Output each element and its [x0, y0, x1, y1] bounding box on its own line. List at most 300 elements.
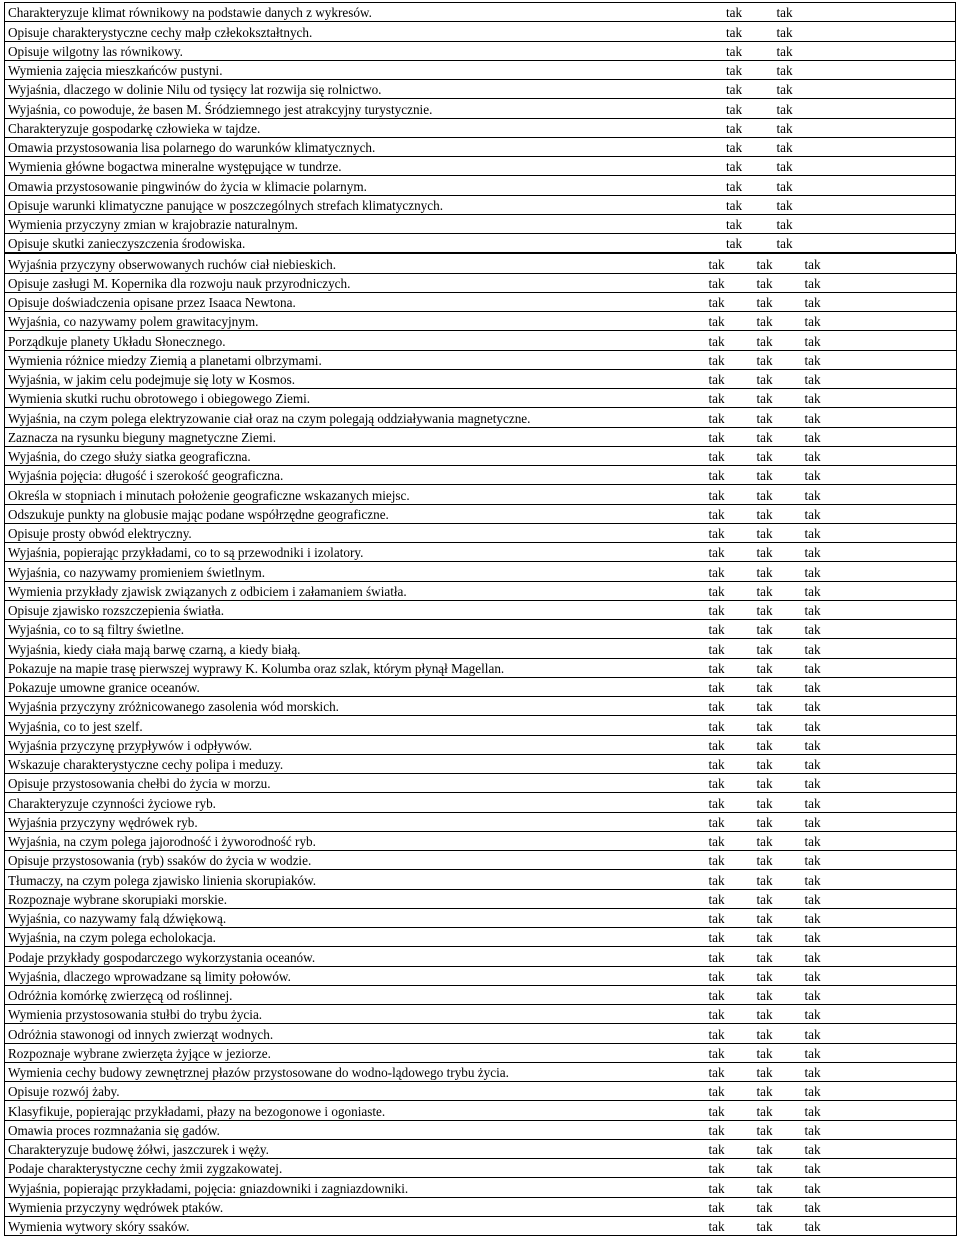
criterion-text: Charakteryzuje budowę żółwi, jaszczurek i węży. [5, 1139, 706, 1158]
mark-cell: tak [754, 1178, 802, 1197]
mark-cell: tak [802, 350, 850, 369]
mark-cell: tak [706, 1120, 754, 1139]
mark-cell: tak [754, 928, 802, 947]
criterion-text: Rozpoznaje wybrane skorupiaki morskie. [5, 889, 706, 908]
criterion-text: Wyjaśnia, na czym polega echolokacja. [5, 928, 706, 947]
mark-cell: tak [802, 1005, 850, 1024]
mark-cell: tak [723, 41, 773, 60]
table-row [5, 22, 956, 41]
mark-cell: tak [706, 1082, 754, 1101]
table-row [5, 254, 957, 273]
empty-cell [850, 466, 957, 485]
empty-cell [824, 60, 956, 79]
mark-cell: tak [754, 292, 802, 311]
table-row [5, 273, 957, 292]
table-row [5, 716, 957, 735]
mark-cell: tak [754, 369, 802, 388]
mark-cell: tak [802, 851, 850, 870]
criterion-text: Charakteryzuje czynności życiowe ryb. [5, 793, 706, 812]
empty-cell [850, 831, 957, 850]
mark-cell: tak [802, 754, 850, 773]
table-row [5, 543, 957, 562]
empty-cell [850, 1101, 957, 1120]
table-row [5, 966, 957, 985]
mark-cell: tak [723, 137, 773, 156]
mark-cell: tak [754, 408, 802, 427]
empty-cell [850, 851, 957, 870]
empty-cell [850, 523, 957, 542]
criterion-text: Wyjaśnia, co nazywamy polem grawitacyjnym. [5, 312, 706, 331]
mark-cell: tak [773, 41, 823, 60]
empty-cell [850, 870, 957, 889]
mark-cell: tak [706, 620, 754, 639]
table-row [5, 369, 957, 388]
table-row [5, 697, 957, 716]
mark-cell: tak [706, 754, 754, 773]
empty-cell [850, 716, 957, 735]
table-row [5, 350, 957, 369]
empty-cell [850, 254, 957, 273]
mark-cell: tak [802, 793, 850, 812]
mark-cell: tak [802, 1062, 850, 1081]
criterion-text: Podaje przykłady gospodarczego wykorzystania oceanów. [5, 947, 706, 966]
mark-cell: tak [706, 446, 754, 465]
mark-cell: tak [754, 523, 802, 542]
mark-cell: tak [754, 600, 802, 619]
table-row [5, 408, 957, 427]
empty-cell [850, 504, 957, 523]
criterion-text: Porządkuje planety Układu Słonecznego. [5, 331, 706, 350]
empty-cell [824, 157, 956, 176]
empty-cell [850, 620, 957, 639]
mark-cell: tak [802, 562, 850, 581]
mark-cell: tak [706, 985, 754, 1004]
empty-cell [850, 985, 957, 1004]
mark-cell: tak [773, 195, 823, 214]
mark-cell: tak [773, 176, 823, 195]
table-row [5, 562, 957, 581]
mark-cell: tak [723, 80, 773, 99]
mark-cell: tak [706, 831, 754, 850]
table-row [5, 1043, 957, 1062]
empty-cell [824, 176, 956, 195]
mark-cell: tak [706, 1005, 754, 1024]
mark-cell: tak [802, 369, 850, 388]
mark-cell: tak [802, 581, 850, 600]
criterion-text: Wyjaśnia, kiedy ciała mają barwę czarną, a kiedy białą. [5, 639, 706, 658]
criterion-text: Odróżnia komórkę zwierzęcą od roślinnej. [5, 985, 706, 1004]
mark-cell: tak [706, 331, 754, 350]
mark-cell: tak [802, 716, 850, 735]
mark-cell: tak [754, 985, 802, 1004]
mark-cell: tak [706, 677, 754, 696]
table-row [5, 870, 957, 889]
table-row [5, 908, 957, 927]
mark-cell: tak [802, 543, 850, 562]
empty-cell [824, 22, 956, 41]
mark-cell: tak [802, 774, 850, 793]
mark-cell: tak [754, 793, 802, 812]
mark-cell: tak [802, 966, 850, 985]
empty-cell [850, 697, 957, 716]
mark-cell: tak [706, 947, 754, 966]
table-row [5, 195, 956, 214]
table-row [5, 80, 956, 99]
mark-cell: tak [706, 543, 754, 562]
mark-cell: tak [754, 254, 802, 273]
mark-cell: tak [754, 1005, 802, 1024]
criterion-text: Zaznacza na rysunku bieguny magnetyczne Ziemi. [5, 427, 706, 446]
mark-cell: tak [754, 908, 802, 927]
empty-cell [850, 292, 957, 311]
criterion-text: Wymienia skutki ruchu obrotowego i obiegowego Ziemi. [5, 389, 706, 408]
mark-cell: tak [754, 427, 802, 446]
criterion-text: Wyjaśnia, dlaczego w dolinie Nilu od tysięcy lat rozwija się rolnictwo. [5, 80, 724, 99]
criterion-text: Opisuje doświadczenia opisane przez Isaaca Newtona. [5, 292, 706, 311]
mark-cell: tak [754, 543, 802, 562]
mark-cell: tak [754, 446, 802, 465]
mark-cell: tak [773, 3, 823, 22]
mark-cell: tak [754, 1024, 802, 1043]
mark-cell: tak [723, 22, 773, 41]
empty-cell [824, 41, 956, 60]
mark-cell: tak [706, 273, 754, 292]
empty-cell [850, 1062, 957, 1081]
mark-cell: tak [706, 658, 754, 677]
mark-cell: tak [802, 446, 850, 465]
mark-cell: tak [706, 523, 754, 542]
empty-cell [850, 446, 957, 465]
empty-cell [850, 908, 957, 927]
mark-cell: tak [773, 234, 823, 254]
mark-cell: tak [706, 774, 754, 793]
criterion-text: Wyjaśnia, popierając przykładami, co to są przewodniki i izolatory. [5, 543, 706, 562]
mark-cell: tak [754, 754, 802, 773]
mark-cell: tak [706, 1024, 754, 1043]
mark-cell: tak [723, 99, 773, 118]
mark-cell: tak [706, 408, 754, 427]
mark-cell: tak [754, 774, 802, 793]
empty-cell [850, 1005, 957, 1024]
mark-cell: tak [754, 716, 802, 735]
mark-cell: tak [802, 1139, 850, 1158]
criterion-text: Wyjaśnia, na czym polega jajorodność i żyworodność ryb. [5, 831, 706, 850]
table-row [5, 1120, 957, 1139]
criterion-text: Wymienia zajęcia mieszkańców pustyni. [5, 60, 724, 79]
criterion-text: Odszukuje punkty na globusie mając podane współrzędne geograficzne. [5, 504, 706, 523]
criterion-text: Charakteryzuje klimat równikowy na podstawie danych z wykresów. [5, 3, 724, 22]
mark-cell: tak [802, 466, 850, 485]
mark-cell: tak [754, 831, 802, 850]
mark-cell: tak [802, 1197, 850, 1216]
mark-cell: tak [706, 600, 754, 619]
table-row [5, 1024, 957, 1043]
mark-cell: tak [754, 735, 802, 754]
empty-cell [850, 408, 957, 427]
mark-cell: tak [773, 99, 823, 118]
mark-cell: tak [802, 1101, 850, 1120]
criterion-text: Wyjaśnia przyczyny wędrówek ryb. [5, 812, 706, 831]
table-row [5, 677, 957, 696]
mark-cell: tak [706, 562, 754, 581]
mark-cell: tak [802, 677, 850, 696]
table-row [5, 427, 957, 446]
table-row [5, 60, 956, 79]
document-page [4, 2, 956, 1236]
empty-cell [850, 1178, 957, 1197]
mark-cell: tak [802, 889, 850, 908]
mark-cell: tak [754, 1082, 802, 1101]
mark-cell: tak [706, 312, 754, 331]
mark-cell: tak [754, 677, 802, 696]
mark-cell: tak [706, 966, 754, 985]
criterion-text: Opisuje prosty obwód elektryczny. [5, 523, 706, 542]
criterion-text: Określa w stopniach i minutach położenie geograficzne wskazanych miejsc. [5, 485, 706, 504]
table-row [5, 639, 957, 658]
table-row [5, 446, 957, 465]
mark-cell: tak [723, 157, 773, 176]
criterion-text: Opisuje zjawisko rozszczepienia światła. [5, 600, 706, 619]
criterion-text: Opisuje rozwój żaby. [5, 1082, 706, 1101]
empty-cell [824, 99, 956, 118]
mark-cell: tak [706, 427, 754, 446]
mark-cell: tak [802, 312, 850, 331]
mark-cell: tak [706, 851, 754, 870]
table-row [5, 41, 956, 60]
empty-cell [850, 600, 957, 619]
empty-cell [824, 3, 956, 22]
mark-cell: tak [754, 581, 802, 600]
criterion-text: Wymienia przyczyny wędrówek ptaków. [5, 1197, 706, 1216]
table-row [5, 1005, 957, 1024]
table-row [5, 774, 957, 793]
criterion-text: Wyjaśnia przyczynę przypływów i odpływów. [5, 735, 706, 754]
mark-cell: tak [754, 312, 802, 331]
mark-cell: tak [706, 889, 754, 908]
mark-cell: tak [706, 1139, 754, 1158]
mark-cell: tak [754, 273, 802, 292]
empty-cell [850, 735, 957, 754]
mark-cell: tak [706, 697, 754, 716]
criterion-text: Wyjaśnia przyczyny zróżnicowanego zasolenia wód morskich. [5, 697, 706, 716]
empty-cell [850, 1024, 957, 1043]
mark-cell: tak [706, 581, 754, 600]
mark-cell: tak [773, 118, 823, 137]
criterion-text: Podaje charakterystyczne cechy żmii zygzakowatej. [5, 1159, 706, 1178]
mark-cell: tak [723, 60, 773, 79]
mark-cell: tak [754, 889, 802, 908]
mark-cell: tak [802, 812, 850, 831]
mark-cell: tak [754, 562, 802, 581]
empty-cell [850, 350, 957, 369]
table-row [5, 466, 957, 485]
criterion-text: Pokazuje umowne granice oceanów. [5, 677, 706, 696]
criterion-text: Wymienia przystosowania stułbi do trybu życia. [5, 1005, 706, 1024]
empty-cell [850, 966, 957, 985]
mark-cell: tak [802, 658, 850, 677]
empty-cell [850, 312, 957, 331]
criterion-text: Pokazuje na mapie trasę pierwszej wyprawy K. Kolumba oraz szlak, którym płynął Magellan. [5, 658, 706, 677]
empty-cell [850, 774, 957, 793]
empty-cell [824, 137, 956, 156]
table-row [5, 312, 957, 331]
mark-cell: tak [723, 118, 773, 137]
mark-cell: tak [802, 908, 850, 927]
criteria-table-section-two [4, 254, 957, 1236]
empty-cell [850, 389, 957, 408]
empty-cell [850, 1043, 957, 1062]
mark-cell: tak [802, 523, 850, 542]
mark-cell: tak [802, 947, 850, 966]
criterion-text: Opisuje przystosowania chełbi do życia w morzu. [5, 774, 706, 793]
table-row [5, 1139, 957, 1158]
mark-cell: tak [754, 620, 802, 639]
table-row [5, 812, 957, 831]
criterion-text: Wyjaśnia przyczyny obserwowanych ruchów ciał niebieskich. [5, 254, 706, 273]
mark-cell: tak [773, 60, 823, 79]
mark-cell: tak [754, 350, 802, 369]
table-row [5, 985, 957, 1004]
mark-cell: tak [706, 928, 754, 947]
mark-cell: tak [754, 1216, 802, 1235]
empty-cell [850, 812, 957, 831]
mark-cell: tak [754, 389, 802, 408]
table-row [5, 1082, 957, 1101]
criterion-text: Tłumaczy, na czym polega zjawisko linienia skorupiaków. [5, 870, 706, 889]
criterion-text: Wyjaśnia, co to są filtry świetlne. [5, 620, 706, 639]
criterion-text: Wyjaśnia, co to jest szelf. [5, 716, 706, 735]
empty-cell [850, 793, 957, 812]
mark-cell: tak [802, 1043, 850, 1062]
mark-cell: tak [754, 466, 802, 485]
mark-cell: tak [706, 292, 754, 311]
table-row [5, 292, 957, 311]
empty-cell [850, 1197, 957, 1216]
table-row [5, 793, 957, 812]
mark-cell: tak [802, 389, 850, 408]
criterion-text: Wyjaśnia, co powoduje, że basen M. Śródziemnego jest atrakcyjny turystycznie. [5, 99, 724, 118]
empty-cell [850, 331, 957, 350]
mark-cell: tak [754, 1062, 802, 1081]
criterion-text: Wyjaśnia pojęcia: długość i szerokość geograficzna. [5, 466, 706, 485]
table-row [5, 851, 957, 870]
mark-cell: tak [802, 1024, 850, 1043]
criterion-text: Wyjaśnia, w jakim celu podejmuje się loty w Kosmos. [5, 369, 706, 388]
mark-cell: tak [802, 735, 850, 754]
mark-cell: tak [706, 1101, 754, 1120]
table-row [5, 137, 956, 156]
mark-cell: tak [802, 600, 850, 619]
table-row [5, 118, 956, 137]
table-row [5, 504, 957, 523]
empty-cell [850, 754, 957, 773]
mark-cell: tak [802, 928, 850, 947]
mark-cell: tak [802, 1159, 850, 1178]
mark-cell: tak [802, 408, 850, 427]
criterion-text: Opisuje warunki klimatyczne panujące w poszczególnych strefach klimatycznych. [5, 195, 724, 214]
table-row [5, 735, 957, 754]
mark-cell: tak [723, 214, 773, 233]
criteria-table-section-one [4, 2, 956, 254]
mark-cell: tak [706, 1216, 754, 1235]
mark-cell: tak [773, 80, 823, 99]
empty-cell [850, 1082, 957, 1101]
table-row [5, 485, 957, 504]
table-row [5, 831, 957, 850]
mark-cell: tak [754, 1101, 802, 1120]
mark-cell: tak [723, 3, 773, 22]
empty-cell [850, 369, 957, 388]
criterion-text: Opisuje skutki zanieczyszczenia środowiska. [5, 234, 724, 254]
mark-cell: tak [754, 812, 802, 831]
table-row [5, 1178, 957, 1197]
mark-cell: tak [723, 234, 773, 254]
mark-cell: tak [706, 1178, 754, 1197]
empty-cell [824, 118, 956, 137]
criterion-text: Klasyfikuje, popierając przykładami, płazy na bezogonowe i ogoniaste. [5, 1101, 706, 1120]
mark-cell: tak [802, 292, 850, 311]
mark-cell: tak [802, 1120, 850, 1139]
mark-cell: tak [802, 639, 850, 658]
mark-cell: tak [706, 1043, 754, 1062]
table-row [5, 331, 957, 350]
mark-cell: tak [802, 427, 850, 446]
criterion-text: Opisuje wilgotny las równikowy. [5, 41, 724, 60]
mark-cell: tak [754, 1043, 802, 1062]
mark-cell: tak [754, 504, 802, 523]
mark-cell: tak [754, 331, 802, 350]
mark-cell: tak [802, 273, 850, 292]
table-row [5, 99, 956, 118]
mark-cell: tak [802, 331, 850, 350]
table-row [5, 658, 957, 677]
criterion-text: Wyjaśnia, co nazywamy promieniem świetlnym. [5, 562, 706, 581]
criterion-text: Omawia przystosowanie pingwinów do życia w klimacie polarnym. [5, 176, 724, 195]
criterion-text: Omawia proces rozmnażania się gadów. [5, 1120, 706, 1139]
mark-cell: tak [754, 639, 802, 658]
mark-cell: tak [706, 812, 754, 831]
mark-cell: tak [754, 947, 802, 966]
criterion-text: Wymienia przyczyny zmian w krajobrazie naturalnym. [5, 214, 724, 233]
criterion-text: Odróżnia stawonogi od innych zwierząt wodnych. [5, 1024, 706, 1043]
criterion-text: Opisuje zasługi M. Kopernika dla rozwoju nauk przyrodniczych. [5, 273, 706, 292]
criterion-text: Opisuje charakterystyczne cechy małp człekokształtnych. [5, 22, 724, 41]
table-row [5, 947, 957, 966]
empty-cell [850, 677, 957, 696]
mark-cell: tak [706, 639, 754, 658]
criterion-text: Omawia przystosowania lisa polarnego do warunków klimatycznych. [5, 137, 724, 156]
mark-cell: tak [706, 1062, 754, 1081]
mark-cell: tak [706, 793, 754, 812]
mark-cell: tak [802, 831, 850, 850]
criterion-text: Opisuje przystosowania (ryb) ssaków do życia w wodzie. [5, 851, 706, 870]
mark-cell: tak [723, 176, 773, 195]
mark-cell: tak [706, 504, 754, 523]
mark-cell: tak [802, 697, 850, 716]
mark-cell: tak [754, 658, 802, 677]
table-row [5, 581, 957, 600]
table-row [5, 157, 956, 176]
mark-cell: tak [706, 369, 754, 388]
criterion-text: Wymienia wytwory skóry ssaków. [5, 1216, 706, 1235]
empty-cell [824, 80, 956, 99]
empty-cell [824, 234, 956, 254]
mark-cell: tak [773, 22, 823, 41]
table-row [5, 1101, 957, 1120]
mark-cell: tak [706, 716, 754, 735]
table-row [5, 754, 957, 773]
criterion-text: Wskazuje charakterystyczne cechy polipa i meduzy. [5, 754, 706, 773]
